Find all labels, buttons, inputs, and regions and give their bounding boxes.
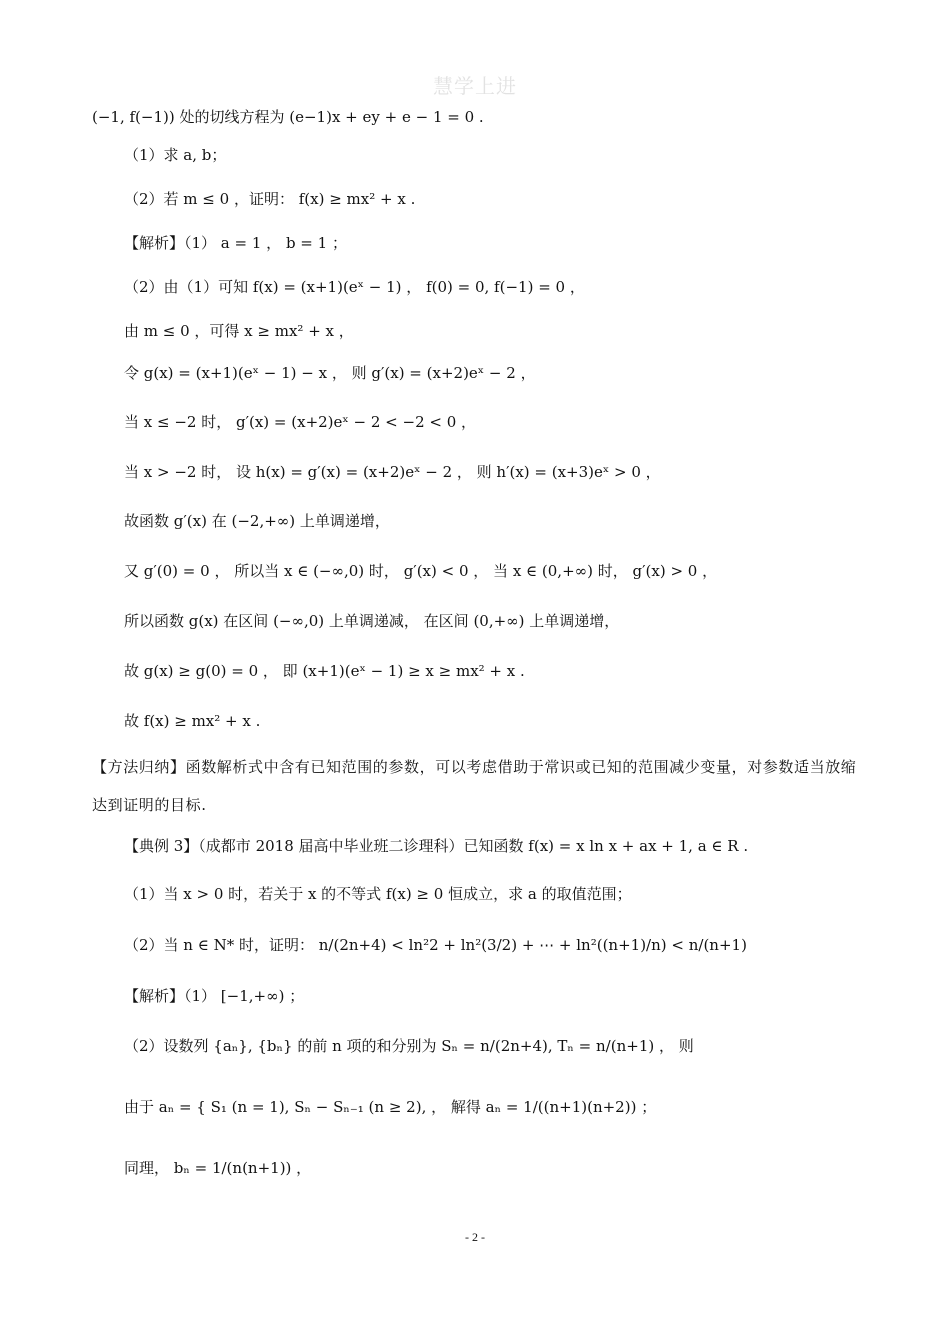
text-line: （1）当 x > 0 时，若关于 x 的不等式 f(x) ≥ 0 恒成立，求 a 的取值范围； <box>124 885 632 903</box>
text-line: 故 f(x) ≥ mx² + x . <box>124 712 261 730</box>
solution-heading: 【解析】（1） [−1,+∞) ； <box>124 987 305 1005</box>
text-line: 由 m ≤ 0 ，可得 x ≥ mx² + x ， <box>124 322 354 340</box>
text-line: 当 x > −2 时， 设 h(x) = g′(x) = (x+2)eˣ − 2 ， 则 h′(x) = (x+3)eˣ > 0 ， <box>124 463 661 481</box>
text-line: (−1, f(−1)) 处的切线方程为 (e−1)x + ey + e − 1 = 0 . <box>92 108 484 126</box>
example-heading: 【典例 3】（成都市 2018 届高中毕业班二诊理科）已知函数 f(x) = x ln x + ax + 1, a ∈ R . <box>124 837 749 855</box>
text-line: 同理， bₙ = 1/(n(n+1)) ， <box>124 1159 312 1177</box>
text-line: （2）设数列 {aₙ}, {bₙ} 的前 n 项的和分别为 Sₙ = n/(2n+4), Tₙ = n/(n+1) ， 则 <box>124 1037 694 1055</box>
watermark: 慧学上进 <box>433 74 517 98</box>
text-line: 由于 aₙ = { S₁ (n = 1), Sₙ − Sₙ₋₁ (n ≥ 2), ， 解得 aₙ = 1/((n+1)(n+2)) ； <box>124 1098 657 1116</box>
text-line: 故 g(x) ≥ g(0) = 0 ， 即 (x+1)(eˣ − 1) ≥ x ≥ mx² + x . <box>124 662 525 680</box>
text-line: （2）当 n ∈ N* 时，证明： n/(2n+4) < ln²2 + ln²(3/2) + ⋯ + ln²((n+1)/n) < n/(n+1) <box>124 936 747 954</box>
text-line: （1）求 a, b； <box>124 146 227 164</box>
text-line: 故函数 g′(x) 在 (−2,+∞) 上单调递增， <box>124 512 390 530</box>
solution-heading: 【解析】（1） a = 1 ， b = 1 ； <box>124 234 347 252</box>
text-line: 当 x ≤ −2 时， g′(x) = (x+2)eˣ − 2 < −2 < 0 ， <box>124 413 477 431</box>
text-line: 令 g(x) = (x+1)(eˣ − 1) − x ， 则 g′(x) = (x+2)eˣ − 2 ， <box>124 364 536 382</box>
text-line: 又 g′(0) = 0 ， 所以当 x ∈ (−∞,0) 时， g′(x) < 0 ， 当 x ∈ (0,+∞) 时， g′(x) > 0 ， <box>124 562 718 580</box>
method-summary: 【方法归纳】函数解析式中含有已知范围的参数，可以考虑借助于常识或已知的范围减少变量，对参数适当放缩达到证明的目标. <box>92 758 857 814</box>
page-number: - 2 - <box>465 1230 485 1244</box>
text-line: 所以函数 g(x) 在区间 (−∞,0) 上单调递减， 在区间 (0,+∞) 上单调递增， <box>124 612 620 630</box>
text-line: （2）由（1）可知 f(x) = (x+1)(eˣ − 1) ， f(0) = 0, f(−1) = 0 ， <box>124 278 585 296</box>
text-line: （2）若 m ≤ 0 ，证明： f(x) ≥ mx² + x . <box>124 190 416 208</box>
